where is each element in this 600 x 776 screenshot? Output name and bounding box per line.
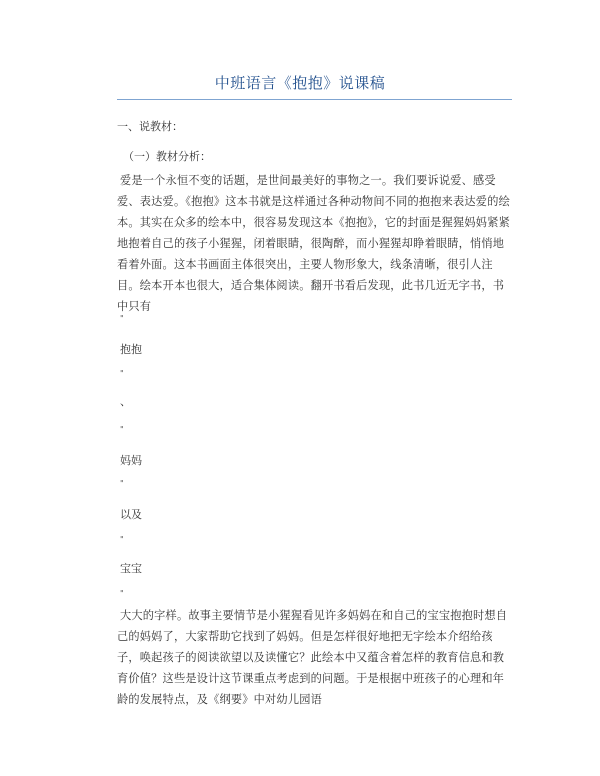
fragment-text: 妈妈 — [120, 454, 142, 467]
fragment-text: 抱抱 — [120, 343, 142, 356]
paragraph-1 — [117, 170, 512, 317]
title-divider — [117, 99, 512, 100]
paragraph-1-text: 爱是一个永恒不变的话题，是世间最美好的事物之一。我们要诉说爱、感受爱、表达爱。《抱抱》这本书就是这样通过各种动物间不同的抱抱来表达爱的绘本。其实在众多的绘本中，很容易发现这本《抱抱》，它的封面是猩猩妈妈紧紧地抱着自己的孩子小猩猩，闭着眼睛，很陶醉，而小猩猩却睁着眼睛，悄悄地看着外面。这本书画面主体很突出，主要人物形象大，线条清晰，很引人注目。绘本开本也很大，适合集体阅读。翻开书看后发现，此书几近无字书，书中只有 — [117, 174, 510, 313]
paragraph-2 — [117, 605, 512, 710]
quote-mark: " — [120, 314, 124, 323]
quote-mark: " — [120, 369, 124, 378]
quote-mark: " — [120, 535, 124, 544]
quote-mark: " — [120, 479, 124, 488]
fragment-text: 以及 — [120, 508, 142, 521]
fragment-text: 、 — [120, 395, 131, 408]
subsection-heading: （一）教材分析： — [123, 150, 211, 163]
section-heading: 一、说教材： — [117, 120, 183, 133]
quote-mark: " — [120, 425, 124, 434]
fragment-text: 宝宝 — [120, 562, 142, 575]
document-title: 中班语言《抱抱》说课稿 — [214, 74, 386, 92]
quote-mark: " — [120, 589, 124, 598]
paragraph-2-text: 大大的字样。故事主要情节是小猩猩看见许多妈妈在和自己的宝宝抱抱时想自己的妈妈了，大家帮助它找到了妈妈。但是怎样很好地把无字绘本介绍给孩子，唤起孩子的阅读欲望以及读懂它？此绘本中又蕴含着怎样的教育信息和教育价值？这些是设计这节课重点考虑到的问题。于是根据中班孩子的心理和年龄的发展特点，及《纲要》中对幼儿园语 — [117, 609, 508, 706]
